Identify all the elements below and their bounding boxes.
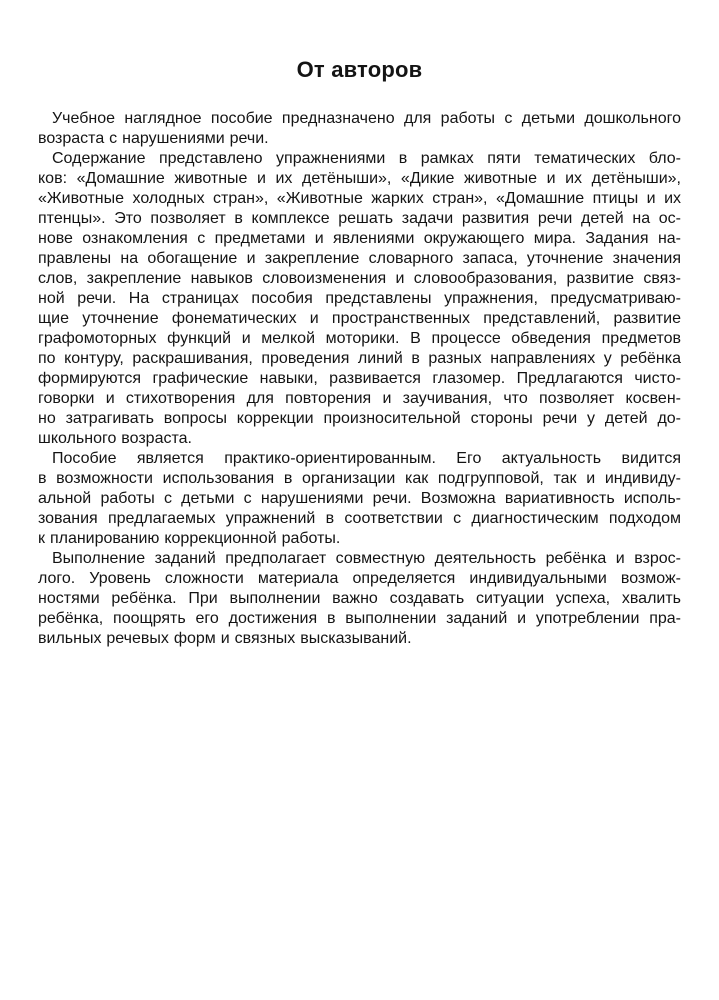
text-line: правлены на обогащение и закрепление словарного запаса, уточнение значения	[38, 250, 681, 267]
text-line: ков: «Домашние животные и их детёныши», «Дикие животные и их детёныши»,	[38, 170, 681, 187]
text-line: школьного возраста.	[38, 430, 192, 447]
text-line: птенцы». Это позволяет в комплексе решать задачи развития речи детей на ос-	[38, 210, 681, 227]
text-line: щие уточнение фонематических и пространственных представлений, развитие	[38, 310, 681, 327]
text-line: в возможности использования в организации как подгрупповой, так и индивиду-	[38, 470, 681, 487]
paragraph	[38, 449, 681, 549]
text-line: Пособие является практико-ориентированным. Его актуальность видится	[52, 450, 681, 467]
text-line: формируются графические навыки, развивается глазомер. Предлагаются чисто-	[38, 370, 681, 387]
text-line: по контуру, раскрашивания, проведения линий в разных направлениях у ребёнка	[38, 350, 681, 367]
text-line: к планированию коррекционной работы.	[38, 530, 341, 547]
text-line: но затрагивать вопросы коррекции произносительной стороны речи у детей до-	[38, 410, 681, 427]
text-line: ребёнка, поощрять его достижения в выполнении заданий и употреблении пра-	[38, 610, 681, 627]
paragraph	[38, 109, 681, 149]
text-line: ностями ребёнка. При выполнении важно создавать ситуации успеха, хвалить	[38, 590, 681, 607]
text-line: возраста с нарушениями речи.	[38, 130, 269, 147]
text-line: ной речи. На страницах пособия представлены упражнения, предусматриваю-	[38, 290, 681, 307]
text-body	[38, 109, 681, 649]
text-line: нове ознакомления с предметами и явлениями окружающего мира. Задания на-	[38, 230, 681, 247]
page-title: От авторов	[296, 57, 423, 82]
text-line: «Животные холодных стран», «Животные жарких стран», «Домашние птицы и их	[38, 190, 681, 207]
text-line: лого. Уровень сложности материала определяется индивидуальными возмож-	[38, 570, 681, 587]
text-line: графомоторных функций и мелкой моторики. В процессе обведения предметов	[38, 330, 681, 347]
text-line: вильных речевых форм и связных высказываний.	[38, 630, 412, 647]
text-line: Учебное наглядное пособие предназначено для работы с детьми дошкольного	[52, 110, 681, 127]
paragraph	[38, 149, 681, 449]
paragraph	[38, 549, 681, 649]
text-line: зования предлагаемых упражнений в соответствии с диагностическим подходом	[38, 510, 681, 527]
text-line: говорки и стихотворения для повторения и заучивания, что позволяет косвен-	[38, 390, 681, 407]
text-line: альной работы с детьми с нарушениями речи. Возможна вариативность исполь-	[38, 490, 681, 507]
text-line: слов, закрепление навыков словоизменения и словообразования, развитие связ-	[38, 270, 681, 287]
text-line: Содержание представлено упражнениями в рамках пяти тематических бло-	[52, 150, 681, 167]
text-line: Выполнение заданий предполагает совместную деятельность ребёнка и взрос-	[52, 550, 681, 567]
